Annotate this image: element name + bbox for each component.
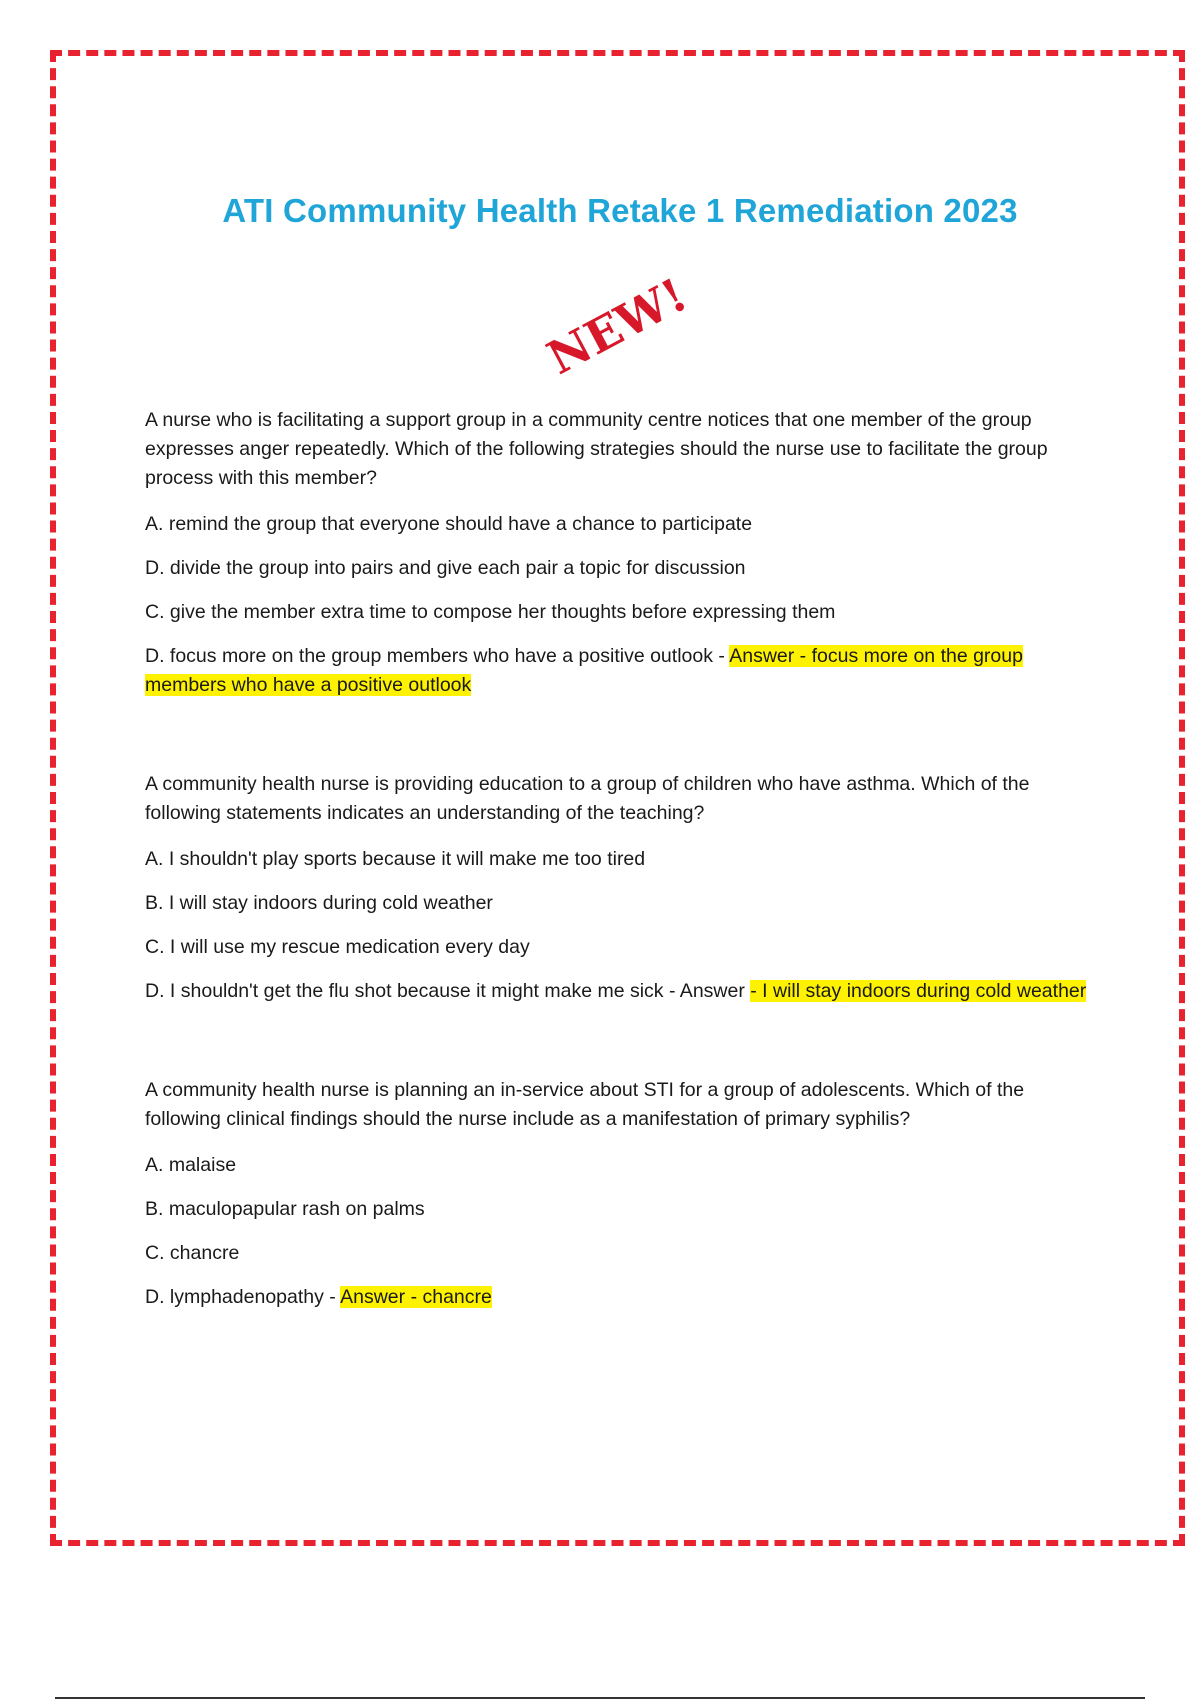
option-c: C. give the member extra time to compose her thoughts before expressing them	[145, 601, 836, 623]
question-stem: A nurse who is facilitating a support group in a community centre notices that one member of the group expresses anger repeatedly. Which of the following strategies should the nurse use to facilitate the group process with this member?	[145, 409, 1048, 489]
option-a: A. malaise	[145, 1154, 237, 1176]
new-badge-icon	[528, 260, 708, 390]
answer-highlight: Answer - chancre	[340, 1286, 492, 1308]
question-list	[145, 406, 1095, 1382]
option-d-text: D. lymphadenopathy -	[145, 1286, 341, 1308]
question-block-3	[145, 1076, 1095, 1312]
option-d	[145, 642, 1095, 700]
option-d-text: D. I shouldn't get the flu shot because it might make me sick - Answer	[145, 980, 751, 1002]
option-a: A. remind the group that everyone should have a chance to participate	[145, 513, 753, 535]
option-d-text: D. focus more on the group members who have a positive outlook -	[145, 645, 730, 667]
new-badge-label: NEW!	[538, 267, 696, 386]
option-b: D. divide the group into pairs and give each pair a topic for discussion	[145, 557, 746, 579]
option-d	[145, 977, 1095, 1006]
document-title: ATI Community Health Retake 1 Remediation 2023	[222, 192, 1018, 229]
option-d	[145, 1283, 1095, 1312]
question-block-1	[145, 406, 1095, 700]
question-stem: A community health nurse is providing education to a group of children who have asthma. Which of the following statements indicates an understanding of the teaching?	[145, 773, 1030, 824]
option-b: B. maculopapular rash on palms	[145, 1198, 425, 1220]
option-c: C. I will use my rescue medication every day	[145, 936, 530, 958]
question-block-2	[145, 770, 1095, 1006]
answer-highlight: Answer - focus more on the group members who have a positive outlook	[145, 645, 1023, 696]
option-a: A. I shouldn't play sports because it will make me too tired	[145, 848, 646, 870]
answer-highlight: - I will stay indoors during cold weather	[750, 980, 1087, 1002]
bottom-divider	[55, 1697, 1145, 1699]
option-b: B. I will stay indoors during cold weather	[145, 892, 493, 914]
question-stem: A community health nurse is planning an in-service about STI for a group of adolescents. Which of the following clinical findings should the nurse include as a manifestation of primary syphilis?	[145, 1079, 1025, 1130]
option-c: C. chancre	[145, 1242, 240, 1264]
